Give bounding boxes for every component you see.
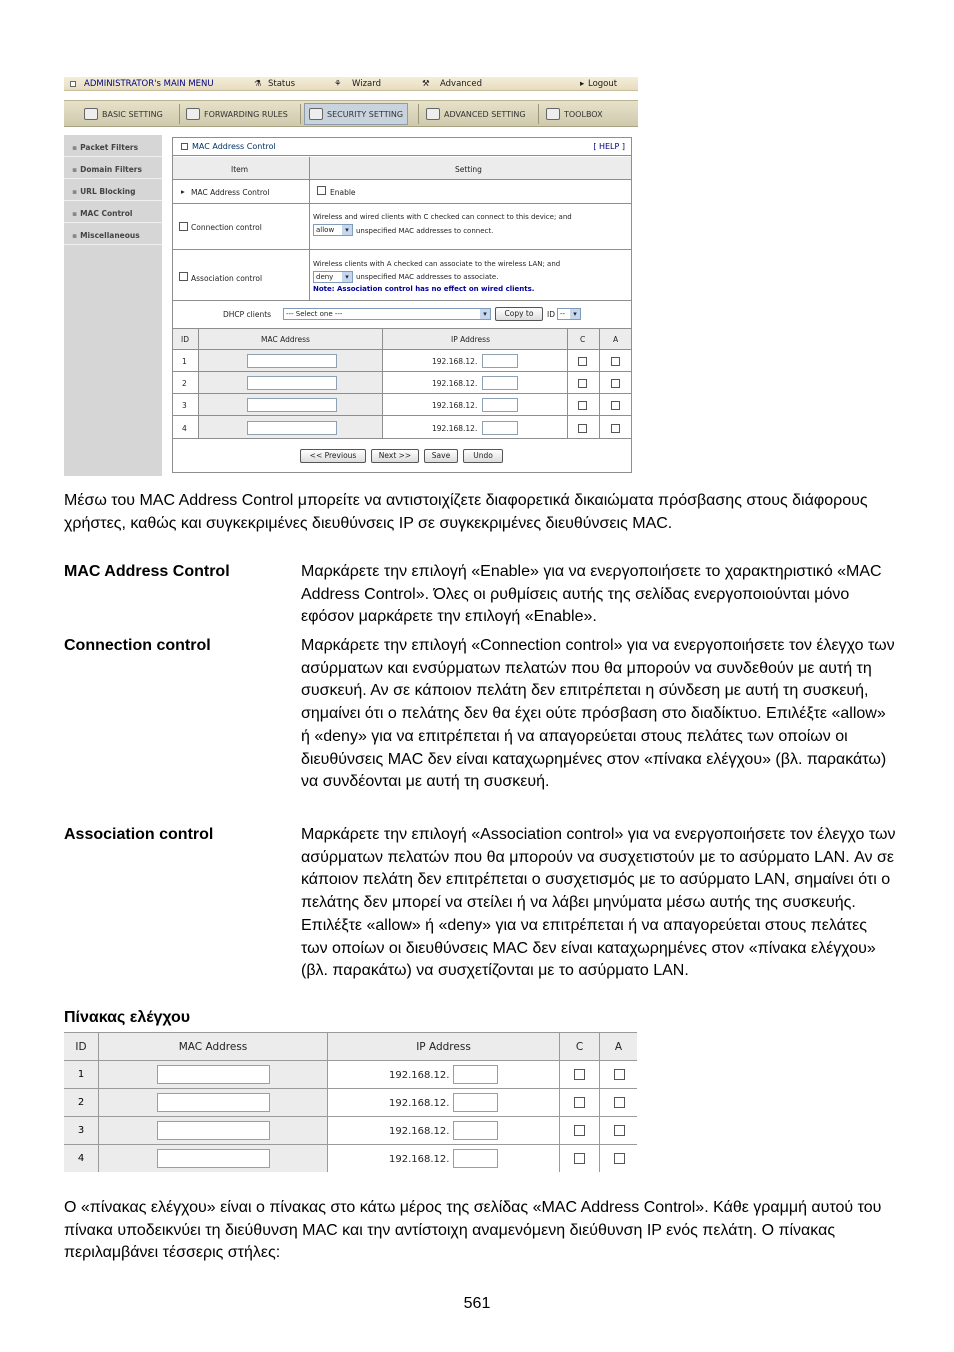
table-row xyxy=(64,1145,637,1173)
setting-header: Setting xyxy=(455,165,482,174)
term-association-control: Association control xyxy=(64,826,214,843)
dhcp-clients-label: DHCP clients xyxy=(223,310,272,319)
row-id: 1 xyxy=(64,1061,98,1088)
advanced-setting-icon xyxy=(426,108,440,120)
mini-a-checkbox[interactable] xyxy=(611,424,620,433)
logout-arrow-icon: ▸ xyxy=(580,79,585,89)
tab-bar xyxy=(64,100,638,127)
mini-row-id: 1 xyxy=(182,357,187,366)
sidebar-item-domain-filters[interactable]: ▪ Domain Filters xyxy=(64,157,162,179)
panel-title: MAC Address Control xyxy=(181,142,276,151)
connection-desc: Wireless and wired clients with C checked can connect to this device; and xyxy=(313,213,572,221)
c-checkbox[interactable] xyxy=(574,1153,585,1164)
row-id: 3 xyxy=(64,1117,98,1144)
mini-th-ip: IP Address xyxy=(451,335,490,344)
table-row xyxy=(64,1117,637,1145)
a-checkbox[interactable] xyxy=(614,1097,625,1108)
dhcp-clients-select[interactable]: --- Select one --- ▾ xyxy=(283,308,491,320)
c-checkbox[interactable] xyxy=(574,1097,585,1108)
mac-input[interactable] xyxy=(157,1065,270,1084)
enable-checkbox[interactable] xyxy=(317,186,326,195)
mini-a-checkbox[interactable] xyxy=(611,357,620,366)
desc-mac-address-control: Μαρκάρετε την επιλογή «Enable» για να ενεργοποιήσετε το χαρακτηριστικό «MAC Address Control». Όλες οι ρυθμίσεις αυτής της σελίδας ενεργοποιούνται μόνο εφόσον μαρκάρετε την επιλογή «Enable». xyxy=(301,563,882,626)
sidebar-item-packet-filters[interactable]: ▪ Packet Filters xyxy=(64,135,162,157)
sidebar-item-mac-control[interactable]: ▪ MAC Control xyxy=(64,201,162,223)
th-a: A xyxy=(614,1041,623,1053)
sidebar-item-miscellaneous[interactable]: ▪ Miscellaneous xyxy=(64,223,162,245)
connection-desc-2: unspecified MAC addresses to connect. xyxy=(356,227,494,235)
mini-c-checkbox[interactable] xyxy=(578,424,587,433)
previous-button[interactable]: << Previous xyxy=(300,449,366,463)
tab-advanced-setting[interactable] xyxy=(422,103,530,125)
ip-input[interactable] xyxy=(453,1149,498,1168)
control-table xyxy=(64,1032,637,1172)
term-mac-address-control: MAC Address Control xyxy=(64,563,230,580)
mini-ip-prefix: 192.168.12. xyxy=(432,379,478,388)
mini-ip-prefix: 192.168.12. xyxy=(432,424,478,433)
tab-security-setting[interactable] xyxy=(304,103,408,125)
a-checkbox[interactable] xyxy=(614,1153,625,1164)
mac-control-panel xyxy=(172,137,632,473)
mini-th-mac: MAC Address xyxy=(261,335,310,344)
row-id: 4 xyxy=(64,1145,98,1172)
security-icon xyxy=(309,108,323,120)
table-row xyxy=(64,1089,637,1117)
association-note: Note: Association control has no effect on wired clients. xyxy=(313,285,535,293)
mini-c-checkbox[interactable] xyxy=(578,357,587,366)
mini-a-checkbox[interactable] xyxy=(611,379,620,388)
tab-label: TOOLBOX xyxy=(564,109,603,119)
mini-row-id: 2 xyxy=(182,379,187,388)
outro-paragraph: Ο «πίνακας ελέγχου» είναι ο πίνακας στο κάτω μέρος της σελίδας «MAC Address Control». Κάθε γραμμή αυτού του πίνακα υποδεικνύει τη διεύθυνση MAC και την αντίστοιχη αναμενόμενη διεύθυνση IP ενός πελάτη. Ο πίνακας περιλαμβάνει τέσσερις στήλες: xyxy=(64,1199,882,1261)
tab-basic-setting[interactable] xyxy=(80,103,167,125)
status-link[interactable]: Status xyxy=(268,79,296,89)
th-c: C xyxy=(575,1041,584,1053)
connection-policy-select[interactable]: allow ▾ xyxy=(313,224,353,236)
control-table-header xyxy=(64,1032,637,1061)
tab-label: FORWARDING RULES xyxy=(204,109,288,119)
ip-prefix: 192.168.12. xyxy=(389,1098,450,1109)
help-link[interactable]: [ HELP ] xyxy=(593,142,625,151)
undo-button[interactable]: Undo xyxy=(463,449,503,463)
a-checkbox[interactable] xyxy=(614,1125,625,1136)
next-button[interactable]: Next >> xyxy=(371,449,419,463)
connection-control-label: Connection control xyxy=(191,223,262,232)
id-select[interactable]: -- ▾ xyxy=(557,308,581,320)
mini-c-checkbox[interactable] xyxy=(578,379,587,388)
table-row xyxy=(64,1061,637,1089)
association-control-label: Association control xyxy=(191,274,263,283)
tab-label: BASIC SETTING xyxy=(102,109,163,119)
mini-ip-input[interactable] xyxy=(482,354,518,368)
association-desc: Wireless clients with A checked can associate to the wireless LAN; and xyxy=(313,260,561,268)
advanced-link[interactable]: Advanced xyxy=(440,79,482,89)
menu-square-icon xyxy=(70,81,76,87)
c-checkbox[interactable] xyxy=(574,1125,585,1136)
th-id: ID xyxy=(75,1041,87,1053)
tab-label: SECURITY SETTING xyxy=(327,109,404,119)
mini-ip-input[interactable] xyxy=(482,421,518,435)
mini-c-checkbox[interactable] xyxy=(578,401,587,410)
control-table-heading: Πίνακας ελέγχου xyxy=(64,1009,191,1026)
mini-a-checkbox[interactable] xyxy=(611,401,620,410)
association-control-checkbox[interactable] xyxy=(179,272,188,281)
forwarding-icon xyxy=(186,108,200,120)
status-icon: ⚗ xyxy=(254,79,262,89)
a-checkbox[interactable] xyxy=(614,1069,625,1080)
tab-label: ADVANCED SETTING xyxy=(444,109,526,119)
association-policy-select[interactable]: deny ▾ xyxy=(313,271,353,283)
mini-row-id: 4 xyxy=(182,424,187,433)
id-label: ID xyxy=(547,310,555,319)
router-screenshot xyxy=(64,77,638,476)
term-connection-control: Connection control xyxy=(64,637,211,654)
tab-forwarding-rules[interactable] xyxy=(182,103,292,125)
ip-input[interactable] xyxy=(453,1093,498,1112)
wizard-icon: ⚘ xyxy=(334,79,342,89)
advanced-icon: ⚒ xyxy=(422,79,430,89)
th-ip: IP Address xyxy=(416,1041,471,1053)
association-desc-2: unspecified MAC addresses to associate. xyxy=(356,273,499,281)
desc-association-control: Μαρκάρετε την επιλογή «Association control» για να ενεργοποιήσετε τον έλεγχο των ασύρματων πελατών που θα μπορούν να συσχετιστούν με το ασύρματο LAN. Αν σε κάποιον πελάτη δεν επιτρέπεται ο συσχετισμός με το ασύρματο LAN, σημαίνει ότι ο πελάτης δεν μπορεί να στείλει ή να λάβει μηνύματα μέσω αυτής της συσκευής. Επιλέξτε «allow» ή «deny» για να επιτρέπεται ή να απαγορεύεται στους πελάτες των οποίων οι διευθύνσεις MAC δεν είναι καταχωρημένες στον «πίνακα ελέγχου» (βλ. παρακάτω) να συσχετίζονται με το ασύρματο LAN. xyxy=(301,826,896,980)
mini-mac-input[interactable] xyxy=(247,398,337,412)
mac-input[interactable] xyxy=(157,1149,270,1168)
save-button[interactable]: Save xyxy=(424,449,458,463)
mini-mac-input[interactable] xyxy=(247,354,337,368)
panel-title-bar xyxy=(173,138,631,156)
mini-ip-prefix: 192.168.12. xyxy=(432,357,478,366)
mini-ip-input[interactable] xyxy=(482,398,518,412)
mini-ip-prefix: 192.168.12. xyxy=(432,401,478,410)
logout-link[interactable]: Logout xyxy=(588,79,618,89)
sidebar-item-url-blocking[interactable]: ▪ URL Blocking xyxy=(64,179,162,201)
top-menu-bar xyxy=(64,77,638,91)
mac-input[interactable] xyxy=(157,1093,270,1112)
ip-prefix: 192.168.12. xyxy=(389,1070,450,1081)
enable-label: Enable xyxy=(330,188,356,197)
th-mac: MAC Address xyxy=(178,1041,248,1053)
desc-connection-control: Μαρκάρετε την επιλογή «Connection control» για να ενεργοποιήσετε τον έλεγχο των ασύρματων και ενσύρματων πελατών που θα μπορούν να συνδεθούν με αυτή τη συσκευή. Αν σε κάποιον πελάτη δεν επιτρέπεται η σύνδεση με αυτή τη συσκευή, σημαίνει ότι ο πελάτης δεν θα έχει ούτε πρόσβαση στο διαδίκτυο. Επιλέξτε «allow» ή «deny» για να επιτρέπεται ή να απαγορεύεται στους πελάτες των οποίων οι διευθύνσεις MAC δεν είναι καταχωρημένες στον «πίνακα ελέγχου» (βλ. παρακάτω) να συνδέονται με αυτή τη συσκευή. xyxy=(301,637,895,791)
mini-row-id: 3 xyxy=(182,401,187,410)
mini-table-header xyxy=(173,329,631,349)
intro-paragraph: Μέσω του MAC Address Control μπορείτε να αντιστοιχίζετε διαφορετικά δικαιώματα πρόσβασης στους διάφορους χρήστες, καθώς και συγκεκριμένες διευθύνσεις IP σε συγκεκριμένες διευθύνσεις MAC. xyxy=(64,492,868,532)
security-sidebar xyxy=(64,135,162,476)
mac-control-arrow-icon: ▸ xyxy=(181,187,185,196)
mac-input[interactable] xyxy=(157,1121,270,1140)
main-menu-link[interactable]: ADMINISTRATOR's MAIN MENU xyxy=(84,79,214,89)
item-header: Item xyxy=(231,165,249,174)
c-checkbox[interactable] xyxy=(574,1069,585,1080)
connection-control-checkbox[interactable] xyxy=(179,222,188,231)
tab-toolbox[interactable] xyxy=(542,103,607,125)
mini-th-id: ID xyxy=(181,335,189,344)
ip-prefix: 192.168.12. xyxy=(389,1126,450,1137)
copy-to-button[interactable]: Copy to xyxy=(495,307,543,321)
mini-th-a: A xyxy=(613,335,619,344)
wizard-link[interactable]: Wizard xyxy=(352,79,381,89)
basic-setting-icon xyxy=(84,108,98,120)
mini-ip-input[interactable] xyxy=(482,376,518,390)
mini-th-c: C xyxy=(580,335,586,344)
page-number: 561 xyxy=(463,1295,491,1312)
ip-prefix: 192.168.12. xyxy=(389,1154,450,1165)
mini-mac-input[interactable] xyxy=(247,421,337,435)
ip-input[interactable] xyxy=(453,1065,498,1084)
row-id: 2 xyxy=(64,1089,98,1116)
mini-mac-input[interactable] xyxy=(247,376,337,390)
mac-control-label: MAC Address Control xyxy=(191,188,270,197)
toolbox-icon xyxy=(546,108,560,120)
ip-input[interactable] xyxy=(453,1121,498,1140)
